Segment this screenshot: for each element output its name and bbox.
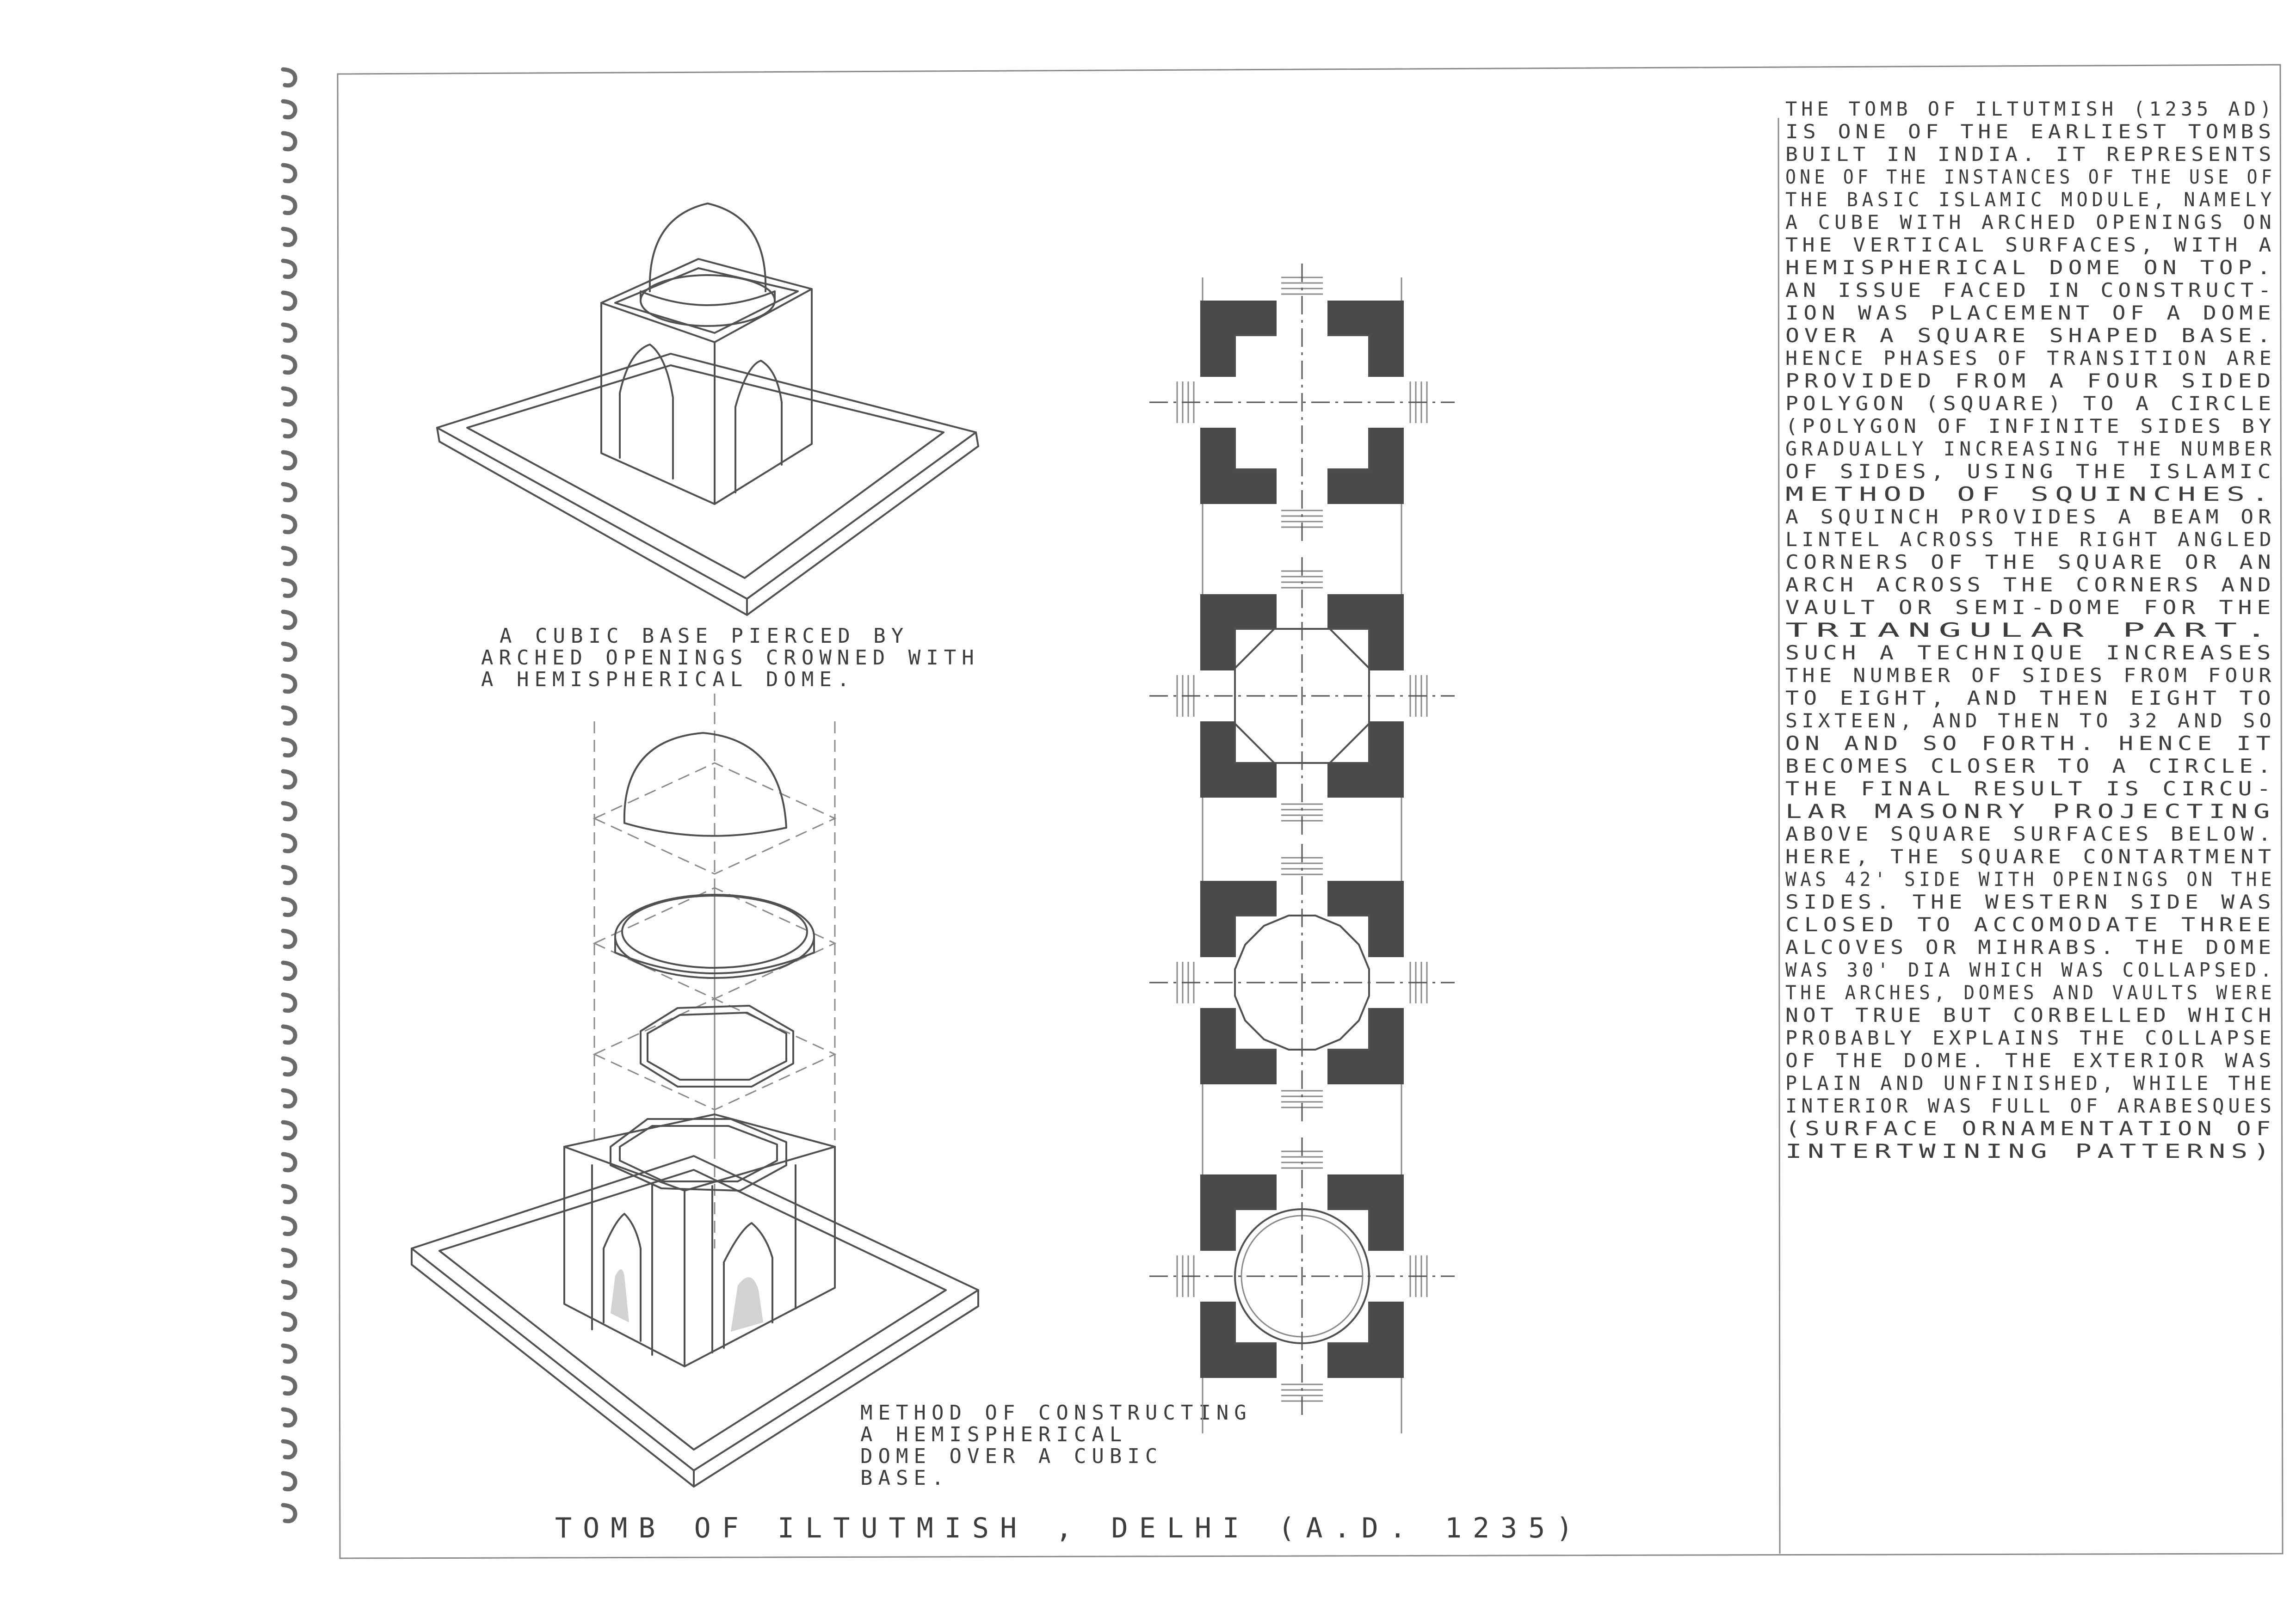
binding-hole [283,325,295,341]
exploded-dome-construction-drawing [412,694,978,1487]
method-caption-line-4: BASE. [860,1466,950,1490]
notes-line: ALCOVES OR MIHRABS. THE DOME [1785,936,2276,959]
binding-hole [283,516,295,532]
notes-line: LAR MASONRY PROJECTING [1785,800,2276,823]
notes-line: CLOSED TO ACCOMODATE THREE [1785,913,2276,936]
isometric-caption-line-3: A HEMISPHERICAL DOME. [481,668,855,691]
notes-line: PLAIN AND UNFINISHED, WHILE THE [1785,1072,2276,1094]
binding-hole [283,1090,295,1107]
notes-line: OF SIDES, USING THE ISLAMIC [1785,460,2276,483]
binding-hole [283,1027,295,1043]
binding-hole [283,995,295,1011]
binding-hole [283,1122,295,1138]
binding-hole [283,739,295,756]
notes-line: PROBABLY EXPLAINS THE COLLAPSE [1785,1027,2276,1049]
binding-hole [283,707,295,724]
notes-line: SUCH A TECHNIQUE INCREASES [1785,641,2276,664]
notes-line: IS ONE OF THE EARLIEST TOMBS [1785,120,2276,143]
binding-hole [283,1250,295,1266]
notes-line: INTERIOR WAS FULL OF ARABESQUES [1785,1094,2276,1117]
binding-hole [283,1346,295,1362]
binding-hole [283,388,295,405]
notes-line: ABOVE SQUARE SURFACES BELOW. [1785,823,2276,845]
notes-line: SIXTEEN, AND THEN TO 32 AND SO [1785,709,2276,732]
notes-line: HEMISPHERICAL DOME ON TOP. [1785,256,2276,279]
notes-line: THE FINAL RESULT IS CIRCU- [1785,777,2276,800]
plan-sixteen-sided [1149,844,1455,1121]
binding-hole [283,835,295,851]
notes-line: VAULT OR SEMI-DOME FOR THE [1785,596,2276,619]
binding-hole [283,548,295,564]
method-caption-line-2: A HEMISPHERICAL [860,1423,1128,1446]
binding-hole [283,931,295,947]
isometric-caption-line-2: ARCHED OPENINGS CROWNED WITH [481,646,980,670]
binding-hole [283,133,295,149]
binding-hole [283,261,295,277]
notes-line: CORNERS OF THE SQUARE OR AN [1785,551,2276,573]
binding-hole [283,771,295,787]
notes-line: THE VERTICAL SURFACES, WITH A [1785,234,2276,256]
binding-hole [283,420,295,436]
plan-circle [1149,1137,1455,1415]
isometric-caption-line-1: A CUBIC BASE PIERCED BY [500,624,909,648]
binding-hole [283,580,295,596]
binding-hole [283,1441,295,1457]
notes-line: SIDES. THE WESTERN SIDE WAS [1785,891,2276,913]
notes-line: BECOMES CLOSER TO A CIRCLE. [1785,755,2276,777]
binding-hole [283,484,295,500]
binding-hole [283,1218,295,1234]
plan-octagon [1149,557,1455,835]
method-caption-line-3: DOME OVER A CUBIC [860,1445,1163,1468]
notes-line: (SURFACE ORNAMENTATION OF [1785,1117,2276,1140]
notes-line: OF THE DOME. THE EXTERIOR WAS [1785,1049,2276,1072]
binding-hole [283,1409,295,1426]
sheet-title: TOMB OF ILTUTMISH , DELHI (A.D. 1235) [555,1512,1584,1544]
notes-line: AN ISSUE FACED IN CONSTRUCT- [1785,279,2276,301]
spiral-binding [283,69,295,1521]
binding-hole [283,1377,295,1394]
binding-hole [283,644,295,660]
isometric-tomb-drawing [437,203,978,615]
notes-line: POLYGON (SQUARE) TO A CIRCLE [1785,392,2276,415]
notes-line: HERE, THE SQUARE CONTARTMENT [1785,845,2276,868]
notes-heading: THE TOMB OF ILTUTMISH (1235 AD) [1785,98,2276,120]
binding-hole [283,1282,295,1298]
plan-sequence [1149,264,1455,1433]
binding-hole [283,676,295,692]
method-caption-line-1: METHOD OF CONSTRUCTING [860,1401,1252,1425]
binding-hole [283,612,295,628]
notes-line: METHOD OF SQUINCHES. [1785,483,2276,505]
binding-hole [283,963,295,979]
plan-square [1149,264,1455,541]
notes-line: THE ARCHES, DOMES AND VAULTS WERE [1785,981,2276,1004]
notes-line: TO EIGHT, AND THEN EIGHT TO [1785,687,2276,709]
notes-line: ON AND SO FORTH. HENCE IT [1785,732,2276,755]
binding-hole [283,1505,295,1521]
binding-hole [283,69,295,86]
isometric-caption [481,624,980,691]
notes-line: THE BASIC ISLAMIC MODULE, NAMELY [1785,188,2276,211]
notes-line: GRADUALLY INCREASING THE NUMBER [1785,437,2276,460]
method-caption [860,1401,1252,1490]
notes-line: HENCE PHASES OF TRANSITION ARE [1785,347,2276,369]
binding-hole [283,1314,295,1330]
binding-hole [283,1058,295,1075]
notes-line: A CUBE WITH ARCHED OPENINGS ON [1785,211,2276,234]
binding-hole [283,452,295,468]
binding-hole [283,101,295,117]
binding-hole [283,229,295,245]
binding-hole [283,867,295,883]
notes-line: ONE OF THE INSTANCES OF THE USE OF [1785,166,2276,188]
notes-line: NOT TRUE BUT CORBELLED WHICH [1785,1004,2276,1027]
binding-hole [283,1186,295,1202]
notes-line: THE NUMBER OF SIDES FROM FOUR [1785,664,2276,687]
notes-line: TRIANGULAR PART. [1785,619,2276,641]
notes-line: (POLYGON OF INFINITE SIDES BY [1785,415,2276,437]
notes-line: ION WAS PLACEMENT OF A DOME [1785,301,2276,324]
binding-hole [283,293,295,309]
notes-line: OVER A SQUARE SHAPED BASE. [1785,324,2276,347]
notes-line: A SQUINCH PROVIDES A BEAM OR [1785,505,2276,528]
binding-hole [283,803,295,819]
notes-line: INTERTWINING PATTERNS) [1785,1140,2276,1162]
binding-hole [283,899,295,915]
notes-line: LINTEL ACROSS THE RIGHT ANGLED [1785,528,2276,551]
notes-line: ARCH ACROSS THE CORNERS AND [1785,573,2276,596]
notes-line: WAS 42' SIDE WITH OPENINGS ON THE [1785,868,2276,891]
binding-hole [283,1473,295,1489]
binding-hole [283,1154,295,1170]
notes-line: BUILT IN INDIA. IT REPRESENTS [1785,143,2276,166]
notes-column [1785,98,2276,1162]
notes-line: PROVIDED FROM A FOUR SIDED [1785,369,2276,392]
notes-line: WAS 30' DIA WHICH WAS COLLAPSED. [1785,959,2276,981]
binding-hole [283,357,295,373]
binding-hole [283,197,295,213]
binding-hole [283,165,295,181]
